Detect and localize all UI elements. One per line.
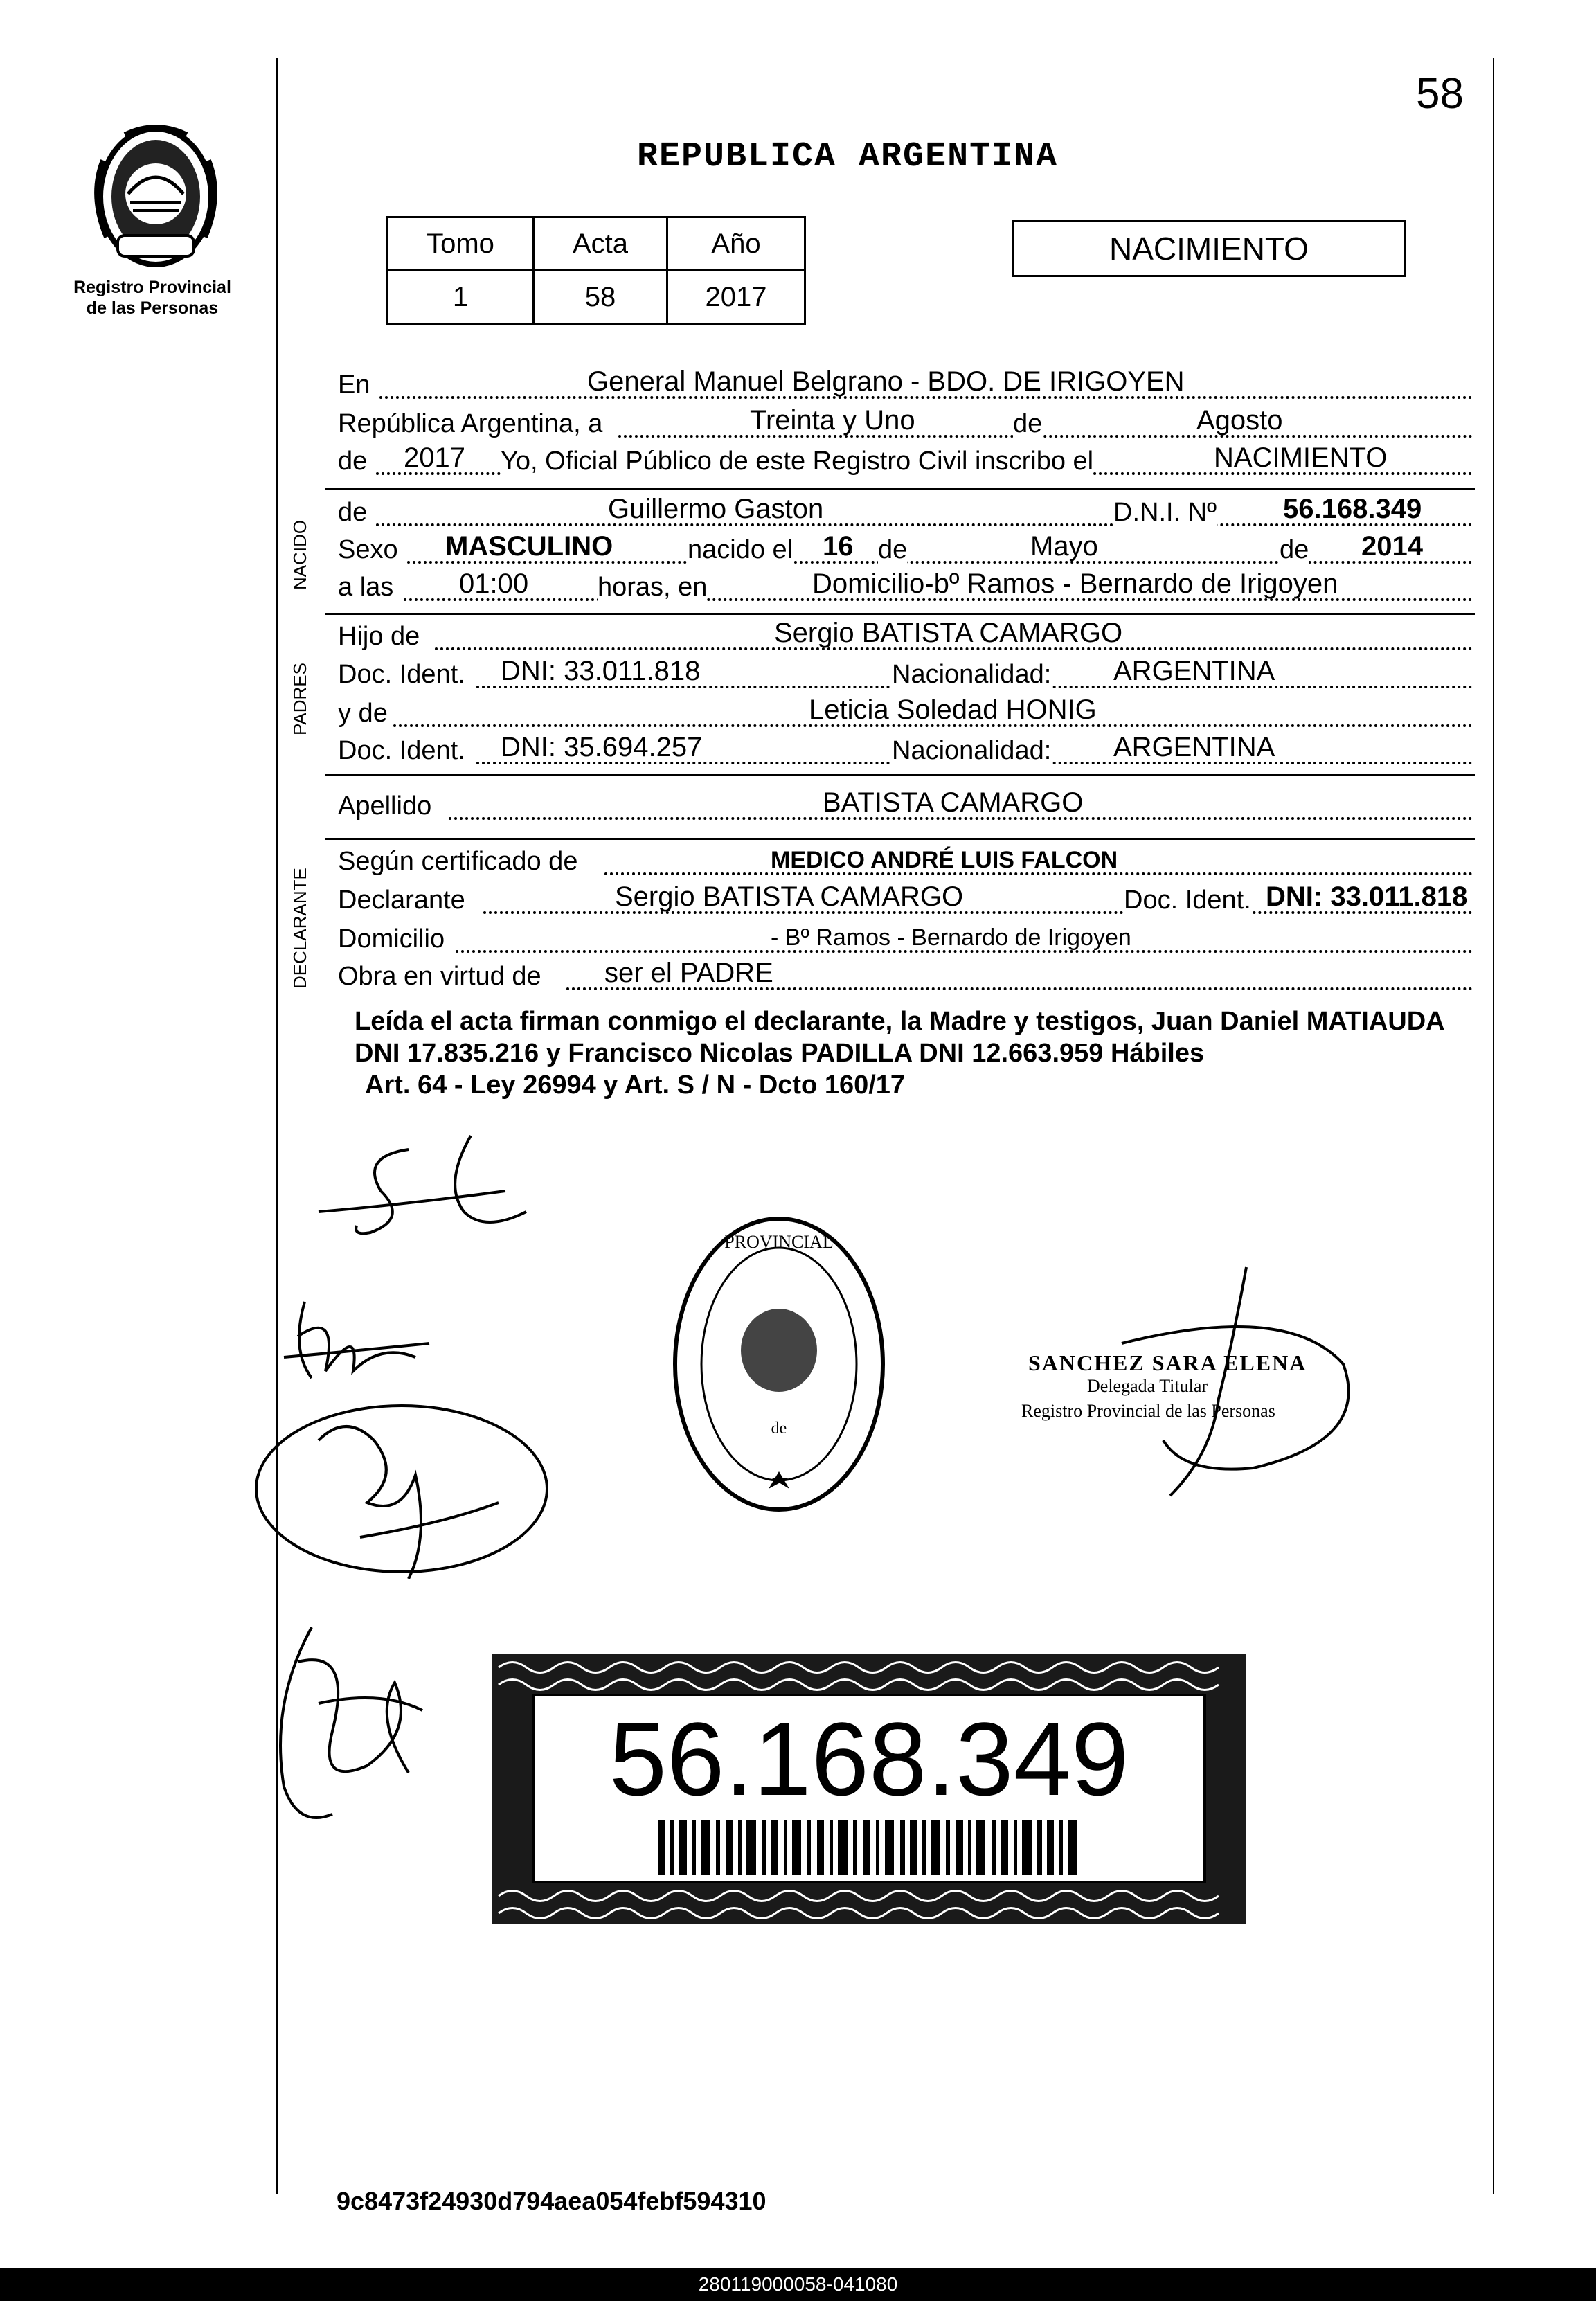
row-acto (338, 443, 1473, 481)
value-padre-nac: ARGENTINA (1113, 656, 1275, 686)
barcode-number: 56.168.349 (609, 1701, 1129, 1817)
register-table (386, 216, 806, 325)
value-anio-registro: 2017 (404, 442, 465, 473)
right-margin-rule (1493, 58, 1494, 2194)
label-doc-ident-declarante: Doc. Ident. (1124, 886, 1251, 915)
label-de-nombre: de (338, 498, 368, 527)
register-table-header-row (388, 217, 805, 271)
value-padre-doc: DNI: 33.011.818 (501, 656, 701, 686)
row-madre (338, 695, 1473, 733)
value-nombre: Guillermo Gaston (608, 494, 824, 524)
closing-text: Leída el acta firman conmigo el declarante, la Madre y testigos, Juan Daniel MATIAUDA DNI 17.835.216 y Francisco Nicolas PADILLA DNI 12.663.959 Hábiles (355, 1007, 1444, 1068)
document-title: REPUBLICA ARGENTINA (637, 137, 1059, 177)
footer-id-bar: 280119000058-041080 (0, 2268, 1596, 2301)
value-dia-nac: 16 (823, 531, 854, 562)
officer-name: SANCHEZ SARA ELENA (1028, 1350, 1307, 1375)
svg-text:PROVINCIAL: PROVINCIAL (724, 1232, 834, 1252)
label-a-las: a las (338, 573, 394, 602)
row-apellido (338, 788, 1473, 825)
value-dia-registro: Treinta y Uno (750, 405, 915, 436)
label-nacionalidad-padre: Nacionalidad: (892, 660, 1052, 689)
signature-mother (235, 1399, 554, 1593)
row-padre (338, 618, 1473, 656)
label-y-de: y de (338, 699, 388, 728)
crest-caption-line1: Registro Provincial (73, 278, 231, 297)
row-padre-doc (338, 656, 1473, 694)
closing-law: Art. 64 - Ley 26994 y Art. S / N - Dcto 160/17 (365, 1071, 906, 1100)
label-de-mes: de (1013, 409, 1043, 438)
label-en: En (338, 370, 370, 400)
value-dni: 56.168.349 (1283, 494, 1422, 524)
value-madre: Leticia Soledad HONIG (809, 695, 1097, 725)
register-value-tomo: 1 (388, 271, 534, 324)
label-de-anio: de (338, 447, 368, 476)
value-lugar-nac: Domicilio-bº Ramos - Bernardo de Irigoyen (812, 568, 1338, 599)
signature-officer (1080, 1260, 1371, 1510)
label-domicilio: Domicilio (338, 924, 445, 953)
value-declarante: Sergio BATISTA CAMARGO (615, 881, 964, 912)
value-padre: Sergio BATISTA CAMARGO (774, 618, 1123, 648)
certificate-type-box: NACIMIENTO (1012, 220, 1406, 277)
register-value-acta: 58 (534, 271, 667, 324)
row-nacimiento (338, 532, 1473, 569)
signature-witness-1 (277, 1295, 443, 1392)
label-hijo-de: Hijo de (338, 622, 420, 651)
label-segun-certificado: Según certificado de (338, 847, 578, 876)
left-margin-rule (276, 58, 278, 2194)
value-anio-nac: 2014 (1361, 531, 1423, 562)
officer-role: Delegada Titular (1087, 1376, 1208, 1396)
row-declarante (338, 882, 1473, 920)
value-mes-registro: Agosto (1196, 405, 1283, 436)
side-label-padres: PADRES (289, 663, 310, 735)
value-hora: 01:00 (459, 568, 529, 599)
value-domicilio: - Bº Ramos - Bernardo de Irigoyen (771, 924, 1131, 951)
document-hash: 9c8473f24930d794aea054febf594310 (337, 2187, 766, 2215)
label-dni: D.N.I. Nº (1113, 498, 1217, 527)
row-en-virtud (338, 958, 1473, 996)
register-table-value-row (388, 271, 805, 324)
signature-witness-2 (256, 1606, 450, 1842)
side-label-declarante: DECLARANTE (289, 868, 310, 989)
row-madre-doc (338, 733, 1473, 770)
barcode-bars (658, 1820, 1080, 1875)
signature-officer-scribble (305, 1129, 582, 1246)
label-sexo: Sexo (338, 535, 398, 564)
province-crest-icon (76, 119, 235, 278)
crest-caption (55, 277, 249, 319)
label-obra-en-virtud: Obra en virtud de (338, 962, 541, 991)
page-number: 58 (1416, 70, 1464, 118)
value-declarante-doc: DNI: 33.011.818 (1266, 881, 1468, 912)
label-republica: República Argentina, a (338, 409, 603, 438)
row-hora-lugar (338, 569, 1473, 607)
value-certificado: MEDICO ANDRÉ LUIS FALCON (771, 847, 1118, 873)
register-value-anio: 2017 (667, 271, 805, 324)
label-de-mes-nac: de (878, 535, 908, 564)
registry-seal (665, 1205, 893, 1523)
label-oficial: Yo, Oficial Público de este Registro Civil inscribo el (501, 447, 1094, 476)
svg-text:de: de (771, 1420, 787, 1438)
register-header-tomo: Tomo (388, 217, 534, 271)
closing-statement (355, 1005, 1476, 1101)
label-horas-en: horas, en (598, 573, 708, 602)
row-nombre (338, 494, 1473, 532)
crest-caption-line2: de las Personas (86, 298, 219, 318)
value-lugar: General Manuel Belgrano - BDO. DE IRIGOYEN (587, 366, 1185, 397)
label-doc-ident-padre: Doc. Ident. (338, 660, 465, 689)
label-apellido: Apellido (338, 791, 432, 821)
value-acto: NACIMIENTO (1214, 442, 1388, 473)
value-apellido: BATISTA CAMARGO (823, 787, 1084, 818)
section-rule (325, 774, 1475, 776)
row-certificado (338, 843, 1473, 881)
value-mes-nac: Mayo (1030, 531, 1098, 562)
value-madre-nac: ARGENTINA (1113, 732, 1275, 762)
label-de-anio-nac: de (1280, 535, 1309, 564)
row-lugar (338, 367, 1473, 404)
register-header-acta: Acta (534, 217, 667, 271)
side-label-nacido: NACIDO (289, 519, 310, 590)
label-nacido-el: nacido el (688, 535, 793, 564)
dni-barcode-label (492, 1654, 1246, 1924)
value-en-virtud: ser el PADRE (604, 958, 773, 988)
section-rule (325, 488, 1475, 490)
row-fecha-registro (338, 406, 1473, 443)
row-domicilio (338, 921, 1473, 958)
officer-office: Registro Provincial de las Personas (1021, 1401, 1275, 1421)
section-rule (325, 613, 1475, 615)
label-declarante: Declarante (338, 886, 465, 915)
dots (618, 435, 1473, 438)
label-nacionalidad-madre: Nacionalidad: (892, 736, 1052, 765)
value-madre-doc: DNI: 35.694.257 (501, 732, 703, 762)
section-rule (325, 838, 1475, 840)
register-header-anio: Año (667, 217, 805, 271)
label-doc-ident-madre: Doc. Ident. (338, 736, 465, 765)
value-sexo: MASCULINO (445, 531, 613, 562)
